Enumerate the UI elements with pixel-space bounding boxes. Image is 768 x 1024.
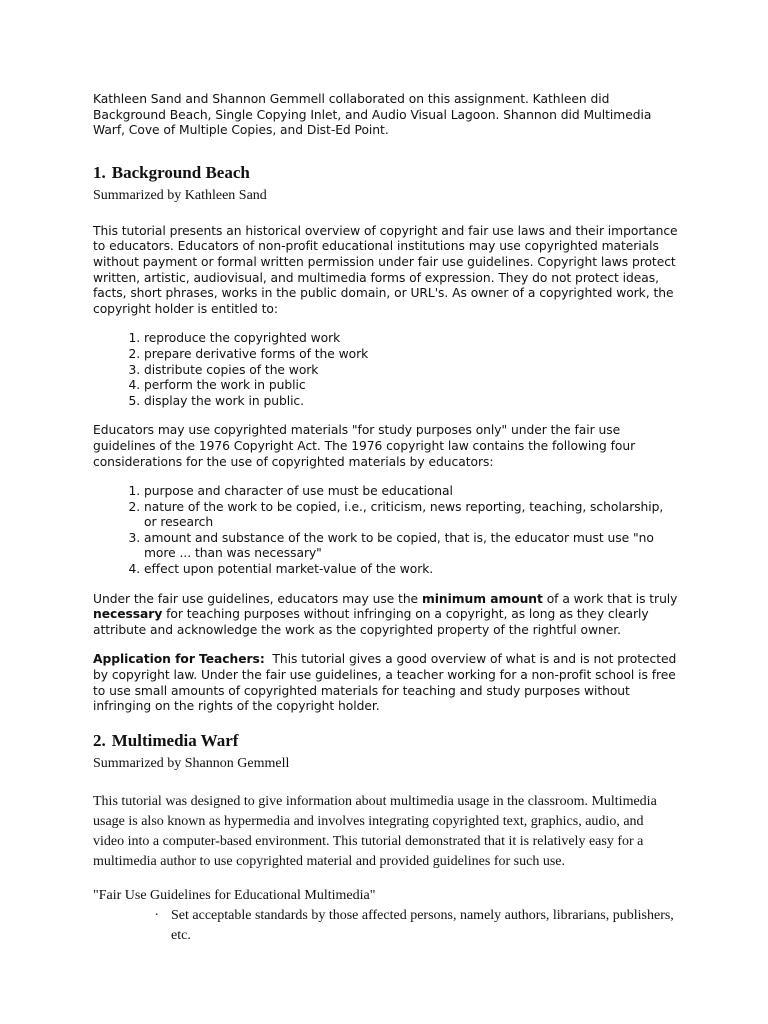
fair-use-paragraph <box>93 592 678 639</box>
application-paragraph <box>93 652 681 714</box>
document-page <box>93 92 681 946</box>
paragraph: This tutorial was designed to give information about multimedia usage in the classroom. Multimedia usage is also known as hypermedia and involves integrating copyrighted text, graphics, audio, and video into a computer-based environment. This tutorial demonstrated that it is relatively easy for a multimedia author to use copyrighted material and provided guidelines for such use. <box>93 793 657 869</box>
rights-list <box>93 331 678 409</box>
section-title: Multimedia Warf <box>111 730 239 750</box>
section-heading-multimedia-warf <box>93 731 678 751</box>
byline: Summarized by Shannon Gemmell <box>93 755 290 771</box>
bullet-icon: · <box>154 907 159 923</box>
section-heading-background-beach <box>93 163 678 183</box>
section-number: 2. <box>93 730 106 750</box>
quote-title: "Fair Use Guidelines for Educational Multimedia" <box>93 887 376 903</box>
list-item: 5. display the work in public. <box>144 394 678 410</box>
application-label: Application for Teachers: <box>93 652 265 667</box>
application-text: This tutorial gives a good overview of what is and is not protected by copyright law. Under the fair use guidelines, a teacher working for a non-profit school is free to use small amounts of copyrighted materials for teaching and study purposes without infringing on the rights of the copyright holder. <box>93 652 681 714</box>
emphasis-necessary: necessary <box>93 607 163 622</box>
text-span: Under the fair use guidelines, educators may use the <box>93 591 422 606</box>
list-item: 2. prepare derivative forms of the work <box>144 347 678 363</box>
considerations-list <box>93 484 678 578</box>
bullet-item <box>93 906 678 946</box>
list-item: 3. amount and substance of the work to be copied, that is, the educator must use "no more ... than was necessary" <box>144 531 678 562</box>
bullet-text: Set acceptable standards by those affected persons, namely authors, librarians, publishers, etc. <box>171 907 674 943</box>
paragraph: Educators may use copyrighted materials "for study purposes only" under the fair use guidelines of the 1976 Copyright Act. The 1976 copyright law contains the following four considerations for the use of copyrighted materials by educators: <box>93 423 636 469</box>
list-item: 4. effect upon potential market-value of the work. <box>144 562 678 578</box>
list-item: 3. distribute copies of the work <box>144 363 678 379</box>
list-item: 1. reproduce the copyrighted work <box>144 331 678 347</box>
paragraph: This tutorial presents an historical overview of copyright and fair use laws and their importance to educators. Educators of non-profit educational institutions may use copyrighted materials without payment or formal written permission under fair use guidelines. Copyright laws protect written, artistic, audiovisual, and multimedia forms of expression. They do not protect ideas, facts, short phrases, works in the public domain, or URL's. As owner of a copyrighted work, the copyright holder is entitled to: <box>93 223 678 316</box>
text-span: of a work that is truly <box>542 591 678 606</box>
emphasis-minimum-amount: minimum amount <box>421 591 543 606</box>
list-item: 2. nature of the work to be copied, i.e., criticism, news reporting, teaching, scholarship, or research <box>144 500 678 531</box>
text-span: for teaching purposes without infringing on a copyright, as long as they clearly attribute and acknowledge the work as the copyrighted property of the rightful owner. <box>93 607 649 637</box>
section-number: 1. <box>93 162 106 182</box>
list-item: 4. perform the work in public <box>144 378 678 394</box>
section-title: Background Beach <box>111 162 250 182</box>
list-item: 1. purpose and character of use must be educational <box>144 484 678 500</box>
intro-paragraph: Kathleen Sand and Shannon Gemmell collaborated on this assignment. Kathleen did Background Beach, Single Copying Inlet, and Audio Visual Lagoon. Shannon did Multimedia Warf, Cove of Multiple Copies, and Dist-Ed Point. <box>93 92 652 138</box>
byline: Summarized by Kathleen Sand <box>93 187 267 203</box>
